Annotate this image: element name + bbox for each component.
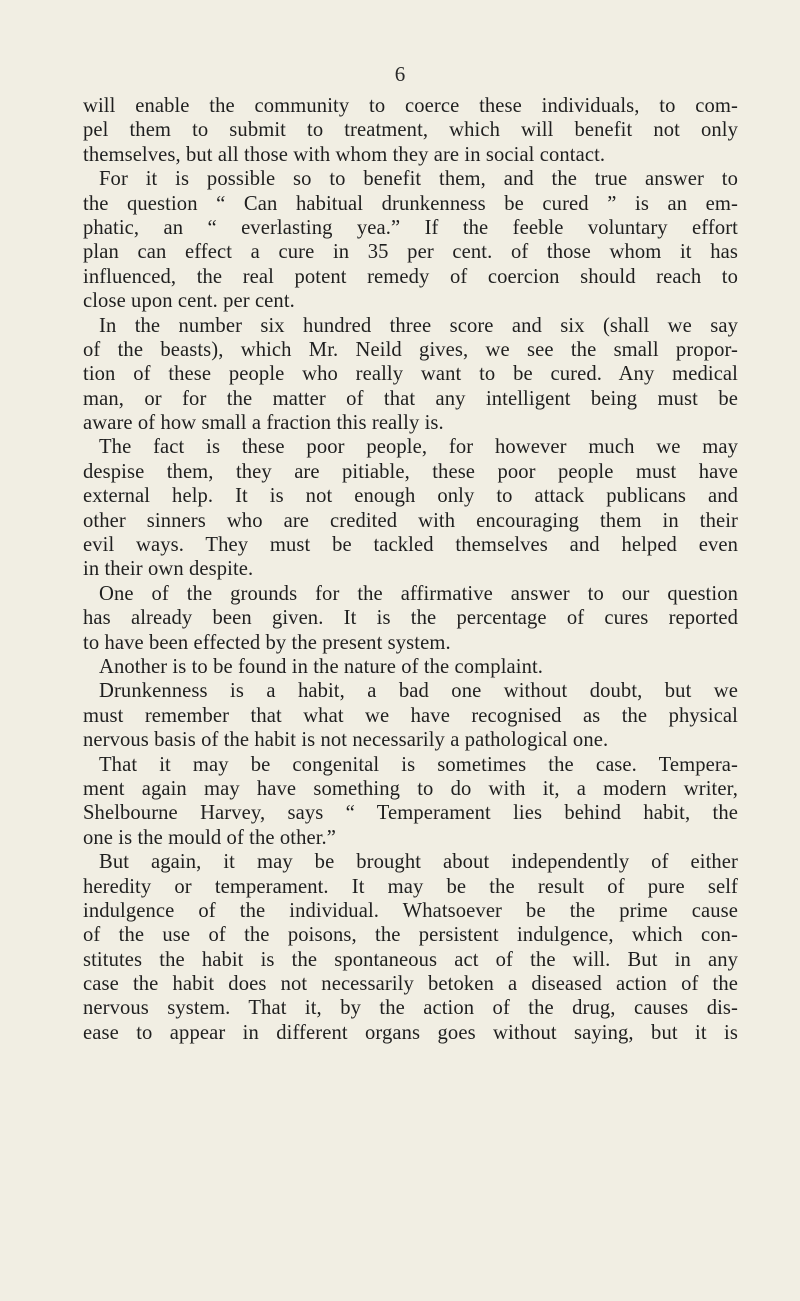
text-line: That it may be congenital is sometimes the case. Tempera-	[99, 753, 738, 776]
text-line: The fact is these poor people, for however much we may	[99, 436, 738, 459]
text-line: case the habit does not necessarily betoken a diseased action of the	[83, 973, 738, 996]
text-line: nervous system. That it, by the action of the drug, causes dis-	[83, 997, 738, 1020]
text-line: has already been given. It is the percentage of cures reported	[83, 607, 738, 630]
text-line: other sinners who are credited with encouraging them in their	[83, 509, 738, 532]
text-line: aware of how small a fraction this really is.	[83, 412, 444, 435]
text-line: For it is possible so to benefit them, and the true answer to	[99, 168, 738, 191]
text-line: plan can effect a cure in 35 per cent. of those whom it has	[83, 241, 738, 264]
text-line: evil ways. They must be tackled themselves and helped even	[83, 534, 738, 557]
text-line: tion of these people who really want to be cured. Any medical	[83, 363, 738, 386]
text-line: In the number six hundred three score and six (shall we say	[99, 314, 738, 337]
text-line: in their own despite.	[83, 558, 254, 581]
text-line: of the beasts), which Mr. Neild gives, we see the small propor-	[83, 338, 738, 361]
page-number: 6	[394, 62, 406, 86]
text-line: phatic, an “ everlasting yea.” If the feeble voluntary effort	[83, 216, 738, 239]
text-line: themselves, but all those with whom they are in social contact.	[83, 143, 606, 166]
text-line: of the use of the poisons, the persistent indulgence, which con-	[83, 924, 738, 947]
text-line: heredity or temperament. It may be the result of pure self	[83, 875, 738, 898]
text-line: ment again may have something to do with it, a modern writer,	[83, 777, 738, 800]
text-line: Shelbourne Harvey, says “ Temperament lies behind habit, the	[83, 802, 738, 825]
text-line: One of the grounds for the affirmative answer to our question	[99, 582, 738, 605]
text-line: one is the mould of the other.”	[83, 826, 337, 849]
text-line: But again, it may be brought about independently of either	[99, 851, 738, 874]
text-line: must remember that what we have recognised as the physical	[83, 704, 738, 727]
text-line: close upon cent. per cent.	[83, 290, 295, 313]
text-line: to have been effected by the present system.	[83, 631, 451, 654]
body-text	[83, 94, 738, 1045]
text-line: will enable the community to coerce these individuals, to com-	[83, 95, 738, 117]
text-line: indulgence of the individual. Whatsoever be the prime cause	[83, 899, 738, 922]
text-line: pel them to submit to treatment, which will benefit not only	[83, 119, 738, 142]
text-line: external help. It is not enough only to attack publicans and	[83, 485, 738, 508]
text-line: Another is to be found in the nature of the complaint.	[99, 655, 544, 678]
text-line: Drunkenness is a habit, a bad one without doubt, but we	[99, 680, 738, 703]
text-line: influenced, the real potent remedy of coercion should reach to	[83, 265, 738, 288]
text-line: the question “ Can habitual drunkenness be cured ” is an em-	[83, 192, 738, 215]
text-line: ease to appear in different organs goes without saying, but it is	[83, 1021, 738, 1044]
text-line: despise them, they are pitiable, these poor people must have	[83, 460, 738, 483]
text-line: man, or for the matter of that any intelligent being must be	[83, 387, 738, 410]
text-line: stitutes the habit is the spontaneous act of the will. But in any	[83, 948, 738, 971]
text-line: nervous basis of the habit is not necessarily a pathological one.	[83, 729, 609, 752]
